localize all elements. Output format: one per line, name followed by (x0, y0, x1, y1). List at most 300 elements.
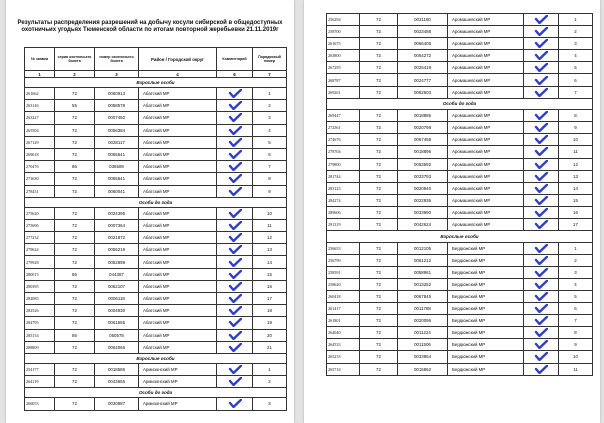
comment-cell (217, 376, 253, 388)
ticket-series-cell: 72 (360, 74, 398, 86)
ticket-series-cell: 72 (55, 363, 95, 375)
ticket-series-cell: 72 (360, 351, 398, 363)
ticket-series-cell: 72 (360, 303, 398, 315)
order-number-cell: 17 (253, 293, 287, 305)
order-number-cell: 5 (559, 290, 593, 302)
district-cell: Бердюжский МР (448, 303, 524, 315)
comment-cell (217, 148, 253, 160)
ticket-series-cell: 72 (360, 38, 398, 50)
ticket-series-cell: 72 (360, 206, 398, 218)
ticket-number-cell: 0004930 (95, 305, 139, 317)
ticket-number-cell: 0022936 (398, 194, 448, 206)
comment-cell (524, 146, 559, 158)
application-number-cell: 264533 (327, 339, 360, 351)
order-number-cell: 5 (253, 136, 287, 148)
district-cell: Бердюжский МР (448, 327, 524, 339)
table-row (25, 329, 287, 341)
table-header-row (25, 48, 287, 71)
table-row (327, 62, 593, 74)
section-header-row (327, 98, 593, 110)
col-header-order: Порядковый номер (253, 48, 287, 71)
checkmark-icon (228, 282, 242, 291)
order-number-cell: 4 (559, 278, 593, 290)
ticket-number-cell: 0033990 (398, 206, 448, 218)
ticket-number-cell: 0062107 (95, 280, 139, 292)
application-number-cell: 265504 (25, 124, 55, 136)
application-number-cell: 270476 (25, 161, 55, 173)
table-row (327, 242, 593, 254)
comment-cell (217, 398, 253, 410)
ticket-series-cell: 72 (55, 280, 95, 292)
district-cell: Абатский МР (139, 232, 217, 244)
comment-cell (524, 315, 559, 327)
col-header-comment: Комментарий (217, 48, 253, 71)
checkmark-icon (228, 113, 242, 122)
application-number-cell: 274676 (327, 134, 360, 146)
application-number-cell: 267129 (25, 136, 55, 148)
district-cell: Бердюжский МР (448, 339, 524, 351)
checkmark-icon (534, 111, 548, 120)
ticket-series-cell: 86 (55, 268, 95, 280)
ticket-number-cell: 036589 (95, 161, 139, 173)
col-header-application: № заявки (25, 48, 55, 71)
ticket-number-cell: 0018896 (398, 146, 448, 158)
document-page-left (6, 0, 294, 423)
comment-cell (217, 219, 253, 231)
checkmark-icon (534, 135, 548, 144)
table-row (25, 100, 287, 112)
table-row (25, 268, 287, 280)
ticket-series-cell: 72 (360, 315, 398, 327)
table-row (327, 315, 593, 327)
ticket-number-cell: 0033954 (398, 351, 448, 363)
checkmark-icon (228, 150, 242, 159)
district-cell: Абатский МР (139, 100, 217, 112)
checkmark-icon (534, 39, 548, 48)
table-row (25, 136, 287, 148)
district-cell: Аромашевский МР (448, 158, 524, 170)
application-number-cell: 284795 (25, 317, 55, 329)
comment-cell (524, 206, 559, 218)
col-header-ticket: номер охотничьего билета (95, 48, 139, 71)
comment-cell (524, 182, 559, 194)
application-number-cell: 269447 (327, 110, 360, 122)
application-number-cell: 258700 (327, 26, 360, 38)
application-number-cell: 277232 (25, 232, 55, 244)
application-number-cell: 256294 (327, 14, 360, 26)
checkmark-icon (228, 258, 242, 267)
checkmark-icon (534, 123, 548, 132)
ticket-series-cell: 72 (55, 136, 95, 148)
comment-cell (217, 329, 253, 341)
comment-cell (524, 62, 559, 74)
order-number-cell: 10 (253, 207, 287, 219)
district-cell: Абатский МР (139, 305, 217, 317)
ticket-series-cell: 72 (55, 148, 95, 160)
order-number-cell: 2 (559, 26, 593, 38)
order-number-cell: 3 (253, 112, 287, 124)
ticket-series-cell: 72 (55, 398, 95, 410)
checkmark-icon (228, 377, 242, 386)
district-cell: Абатский МР (139, 244, 217, 256)
checkmark-icon (534, 27, 548, 36)
ticket-number-cell: 0024395 (95, 207, 139, 219)
checkmark-icon (228, 138, 242, 147)
application-number-cell: 289606 (327, 206, 360, 218)
district-cell: Аромашевский МР (448, 14, 524, 26)
table-row (25, 244, 287, 256)
ticket-number-cell: 0006118 (95, 293, 139, 305)
application-number-cell: 256653 (327, 242, 360, 254)
district-cell: Бердюжский МР (448, 351, 524, 363)
comment-cell (524, 339, 559, 351)
ticket-series-cell: 72 (360, 158, 398, 170)
ticket-series-cell: 72 (360, 146, 398, 158)
ticket-number-cell: 0043655 (95, 376, 139, 388)
district-cell: Абатский МР (139, 185, 217, 197)
table-row (25, 112, 287, 124)
district-cell: Аромашевский МР (448, 62, 524, 74)
ticket-series-cell: 72 (55, 124, 95, 136)
district-cell: Бердюжский МР (448, 290, 524, 302)
order-number-cell: 12 (253, 232, 287, 244)
order-number-cell: 11 (253, 219, 287, 231)
ticket-number-cell: 0018886 (398, 110, 448, 122)
application-number-cell: 282085 (25, 293, 55, 305)
table-row (327, 14, 593, 26)
checkmark-icon (228, 101, 242, 110)
ticket-number-cell: 0065541 (95, 148, 139, 160)
district-cell: Абатский МР (139, 293, 217, 305)
application-number-cell: 269618 (25, 148, 55, 160)
table-row (327, 254, 593, 266)
ticket-series-cell: 72 (55, 376, 95, 388)
order-number-cell: 9 (559, 122, 593, 134)
checkmark-icon (228, 221, 242, 230)
comment-cell (217, 280, 253, 292)
application-number-cell: 273630 (25, 173, 55, 185)
section-label: Особи до года (327, 98, 593, 110)
comment-cell (524, 303, 559, 315)
district-cell: Абатский МР (139, 329, 217, 341)
ticket-series-cell: 72 (360, 110, 398, 122)
comment-cell (217, 124, 253, 136)
table-row (25, 363, 287, 375)
comment-cell (524, 86, 559, 98)
district-cell: Армизонский МР (139, 363, 217, 375)
application-number-cell: 279928 (25, 256, 55, 268)
table-row (25, 317, 287, 329)
order-number-cell: 7 (559, 315, 593, 327)
comment-cell (217, 161, 253, 173)
application-number-cell: 264040 (327, 327, 360, 339)
district-cell: Аромашевский МР (448, 170, 524, 182)
table-row (327, 351, 593, 363)
order-number-cell: 6 (559, 74, 593, 86)
ticket-series-cell: 72 (55, 244, 95, 256)
comment-cell (524, 351, 559, 363)
district-cell: Аромашевский МР (448, 110, 524, 122)
application-number-cell: 283123 (327, 182, 360, 194)
checkmark-icon (534, 280, 548, 289)
application-number-cell: 265716 (327, 363, 360, 375)
order-number-cell: 9 (253, 185, 287, 197)
application-number-cell: 284274 (327, 194, 360, 206)
table-row (25, 305, 287, 317)
col-number: 2 (55, 71, 95, 78)
order-number-cell: 2 (253, 100, 287, 112)
district-cell: Абатский МР (139, 341, 217, 353)
district-cell: Абатский МР (139, 280, 217, 292)
table-row (25, 173, 287, 185)
application-number-cell: 275620 (25, 207, 55, 219)
table-row (327, 26, 593, 38)
comment-cell (217, 268, 253, 280)
ticket-number-cell: 0053592 (398, 158, 448, 170)
checkmark-icon (228, 294, 242, 303)
ticket-series-cell: 72 (360, 266, 398, 278)
table-row (25, 280, 287, 292)
order-number-cell: 1 (253, 363, 287, 375)
ticket-series-cell: 72 (55, 88, 95, 100)
checkmark-icon (534, 172, 548, 181)
comment-cell (217, 207, 253, 219)
application-number-cell: 288809 (25, 341, 55, 353)
district-cell: Абатский МР (139, 88, 217, 100)
ticket-number-cell: 0012105 (398, 242, 448, 254)
ticket-number-cell: 0011506 (398, 339, 448, 351)
checkmark-icon (534, 184, 548, 193)
ticket-series-cell: 72 (360, 122, 398, 134)
application-number-cell: 258591 (327, 266, 360, 278)
table-row (327, 290, 593, 302)
section-label: Взрослые особи (327, 231, 593, 243)
comment-cell (524, 74, 559, 86)
ticket-number-cell: 0062503 (398, 86, 448, 98)
order-number-cell: 13 (253, 244, 287, 256)
order-number-cell: 15 (253, 268, 287, 280)
ticket-series-cell: 72 (55, 207, 95, 219)
col-header-district: Район / Городской округ (139, 48, 217, 71)
checkmark-icon (534, 147, 548, 156)
comment-cell (217, 305, 253, 317)
ticket-number-cell: 0020798 (398, 122, 448, 134)
comment-cell (524, 134, 559, 146)
ticket-number-cell: 0067458 (398, 134, 448, 146)
application-number-cell: 280395 (25, 280, 55, 292)
table-row (25, 398, 287, 410)
ticket-series-cell: 72 (360, 86, 398, 98)
checkmark-icon (534, 268, 548, 277)
ticket-series-cell: 72 (55, 341, 95, 353)
ticket-series-cell: 72 (360, 242, 398, 254)
order-number-cell: 4 (253, 124, 287, 136)
order-number-cell: 4 (559, 50, 593, 62)
district-cell: Абатский МР (139, 124, 217, 136)
order-number-cell: 5 (559, 62, 593, 74)
table-row (327, 219, 593, 231)
table-row (327, 86, 593, 98)
section-header-row (327, 231, 593, 243)
ticket-series-cell: 72 (360, 363, 398, 375)
order-number-cell: 9 (559, 339, 593, 351)
table-row (25, 207, 287, 219)
table-row (327, 146, 593, 158)
order-number-cell: 11 (559, 363, 593, 375)
ticket-number-cell: 044387 (95, 268, 139, 280)
comment-cell (524, 158, 559, 170)
application-number-cell: 261801 (327, 315, 360, 327)
application-number-cell: 268787 (327, 74, 360, 86)
order-number-cell: 18 (253, 305, 287, 317)
checkmark-icon (534, 256, 548, 265)
application-number-cell: 279624 (25, 244, 55, 256)
ticket-series-cell: 72 (55, 219, 95, 231)
ticket-number-cell: 0015862 (398, 363, 448, 375)
application-number-cell: 263146 (25, 100, 55, 112)
application-number-cell: 285154 (25, 329, 55, 341)
ticket-number-cell: 0011224 (398, 327, 448, 339)
table-column-numbers-row (25, 71, 287, 78)
ticket-number-cell: 0024777 (398, 74, 448, 86)
ticket-number-cell: 0018586 (95, 363, 139, 375)
comment-cell (524, 254, 559, 266)
checkmark-icon (534, 196, 548, 205)
district-cell: Аромашевский МР (448, 86, 524, 98)
order-number-cell: 19 (253, 317, 287, 329)
table-row (327, 182, 593, 194)
comment-cell (524, 170, 559, 182)
col-number: 6 (217, 71, 253, 78)
checkmark-icon (534, 15, 548, 24)
ticket-series-cell: 55 (55, 100, 95, 112)
application-number-cell: 282526 (25, 305, 55, 317)
district-cell: Аромашевский МР (448, 38, 524, 50)
table-row (327, 339, 593, 351)
section-header-row (25, 197, 287, 207)
ticket-series-cell: 72 (55, 173, 95, 185)
district-cell: Бердюжский МР (448, 278, 524, 290)
district-cell: Абатский МР (139, 268, 217, 280)
checkmark-icon (534, 88, 548, 97)
comment-cell (217, 244, 253, 256)
comment-cell (524, 266, 559, 278)
table-row (327, 266, 593, 278)
table-row (327, 278, 593, 290)
district-cell: Бердюжский МР (448, 266, 524, 278)
application-number-cell: 279800 (327, 158, 360, 170)
ticket-series-cell: 72 (360, 14, 398, 26)
table-row (327, 206, 593, 218)
col-header-series: серия охотничьего билета (55, 48, 95, 71)
comment-cell (217, 293, 253, 305)
ticket-number-cell: 0031180 (398, 14, 448, 26)
order-number-cell: 1 (559, 242, 593, 254)
application-number-cell: 265233 (327, 351, 360, 363)
order-number-cell: 14 (559, 182, 593, 194)
application-number-cell: 264119 (25, 376, 55, 388)
order-number-cell: 1 (253, 88, 287, 100)
checkmark-icon (228, 331, 242, 340)
order-number-cell: 8 (559, 110, 593, 122)
district-cell: Аромашевский МР (448, 182, 524, 194)
order-number-cell: 20 (253, 329, 287, 341)
order-number-cell: 21 (253, 341, 287, 353)
checkmark-icon (228, 187, 242, 196)
comment-cell (524, 122, 559, 134)
ticket-series-cell: 72 (55, 185, 95, 197)
ticket-series-cell: 72 (55, 112, 95, 124)
checkmark-icon (228, 318, 242, 327)
checkmark-icon (228, 343, 242, 352)
ticket-number-cell: 0064066 (95, 341, 139, 353)
section-header-row (25, 353, 287, 363)
table-row (25, 88, 287, 100)
ticket-number-cell: 0065541 (95, 173, 139, 185)
section-label: Особи до года (25, 388, 287, 398)
comment-cell (524, 363, 559, 375)
ticket-series-cell: 72 (55, 305, 95, 317)
table-row (25, 256, 287, 268)
ticket-series-cell: 72 (360, 254, 398, 266)
district-cell: Аромашевский МР (448, 134, 524, 146)
document-title: Результаты распределения разрешений на добычу косули сибирской в общедоступных охотничьих угодьях Тюменской области по итогам повторной жеребьевки 21.11.2019г (17, 20, 283, 33)
district-cell: Бердюжский МР (448, 315, 524, 327)
comment-cell (217, 100, 253, 112)
ticket-series-cell: 86 (55, 329, 95, 341)
ticket-number-cell: 0066405 (398, 38, 448, 50)
ticket-number-cell: 050578 (95, 329, 139, 341)
ticket-series-cell: 72 (360, 339, 398, 351)
table-row (25, 124, 287, 136)
col-number: 1 (25, 71, 55, 78)
checkmark-icon (534, 160, 548, 169)
table-row (327, 134, 593, 146)
district-cell: Абатский МР (139, 207, 217, 219)
checkmark-icon (228, 209, 242, 218)
checkmark-icon (228, 365, 242, 374)
district-cell: Абатский МР (139, 173, 217, 185)
results-table-right (326, 13, 593, 376)
ticket-series-cell: 72 (55, 256, 95, 268)
comment-cell (217, 256, 253, 268)
ticket-number-cell: 0021872 (95, 232, 139, 244)
order-number-cell: 8 (559, 327, 593, 339)
table-row (327, 194, 593, 206)
checkmark-icon (534, 220, 548, 229)
table-row (327, 303, 593, 315)
comment-cell (217, 112, 253, 124)
comment-cell (217, 185, 253, 197)
comment-cell (524, 110, 559, 122)
order-number-cell: 10 (559, 351, 593, 363)
results-table-left (24, 47, 287, 411)
application-number-cell: 266053 (25, 398, 55, 410)
district-cell: Абатский МР (139, 219, 217, 231)
table-row (327, 363, 593, 375)
order-number-cell: 8 (253, 173, 287, 185)
ticket-number-cell: 0060041 (95, 185, 139, 197)
ticket-series-cell: 72 (360, 62, 398, 74)
application-number-cell: 278431 (25, 185, 55, 197)
ticket-number-cell: 0011788 (398, 303, 448, 315)
comment-cell (217, 317, 253, 329)
table-row (25, 148, 287, 160)
district-cell: Абатский МР (139, 317, 217, 329)
table-row (25, 219, 287, 231)
checkmark-icon (228, 306, 242, 315)
application-number-cell: 260418 (327, 290, 360, 302)
